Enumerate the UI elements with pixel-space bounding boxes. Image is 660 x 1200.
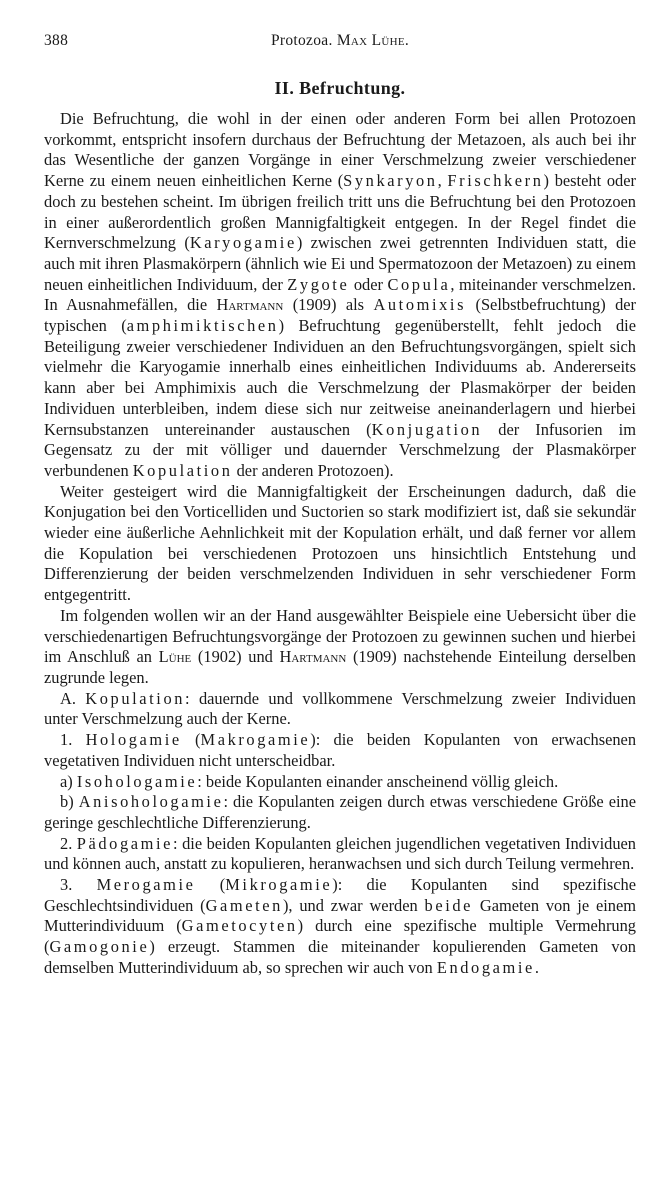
text-run: (1902) und xyxy=(191,647,280,667)
text-run: ) Befruchtung gegenüberstellt, fehlt jedoch die Beteiligung zweier verschiedener Individuen an den Befruchtungsvorgängen, spielt sich vielmehr die Karyogamie innerhalb eines einheitlichen Individuums ab. Andererseits kann aber bei Amphimixis auch die Verschmelzung der Plasmakörper der beiden Individuen unterbleiben, indem diese sich nur zeitweise aneinanderlagern und hierbei Kernsubstanzen untereinander austauschen ( xyxy=(44,316,636,439)
text-run: (1909) nachstehende Einteilung derselben zugrunde legen. xyxy=(44,647,636,687)
author-name: Hartmann xyxy=(279,647,347,667)
author-name: Lühe xyxy=(158,647,192,667)
author-name: Hartmann xyxy=(216,295,284,315)
spaced-term: Gamogonie xyxy=(49,937,150,957)
spaced-term: Pädogamie xyxy=(76,833,174,853)
text-run: Weiter gesteigert wird die Mannigfaltigkeit der Erscheinungen dadurch, daß die Konjugation bei den Vorticelliden und Suctorien so stark modifiziert ist, daß sie sekundär wieder eine äußerliche Aehnlichkeit mit der Kopulation erhält, und daß ferner vor allem die Kopulation bei verschiedenen Protozoen uns hinsichtlich Entstehung und Differenzierung der beiden verschmelzenden Individuen in sehr verschiedener Form entgegentritt. xyxy=(44,481,636,605)
spaced-term: Mikrogamie xyxy=(225,875,333,895)
running-title xyxy=(44,32,636,50)
text-run: , xyxy=(437,171,448,191)
body-text xyxy=(44,109,636,979)
spaced-term: Synkaryon xyxy=(343,171,438,191)
spaced-term: Makrogamie xyxy=(200,730,311,750)
text-run: ( xyxy=(195,875,226,895)
text-run: (1909) als xyxy=(283,295,374,315)
spaced-term: Isohologamie xyxy=(76,771,198,791)
text-run: : dauernde und vollkommene Verschmelzung zweier Individuen unter Verschmelzung auch der Kerne. xyxy=(44,688,636,729)
spaced-term: Kopulation xyxy=(132,460,233,480)
running-title-prefix: Protozoa. xyxy=(270,32,333,49)
text-run: , miteinander verschmelzen. In Ausnahmefällen, die xyxy=(44,274,636,315)
section-heading: II. Befruchtung. xyxy=(274,78,406,98)
text-run: Im folgenden wollen wir an der Hand ausgewählter Beispiele eine Uebersicht über die verschiedenartigen Befruchtungsvorgänge der Protozoen zu gewinnen suchen und hierbei im Anschluß an xyxy=(44,605,636,667)
running-head xyxy=(44,32,636,54)
text-run: Gameten von je einem Mutterindividuum ( xyxy=(44,895,636,936)
page-number: 388 xyxy=(44,32,69,49)
spaced-term: Zygote xyxy=(287,274,350,294)
text-run: oder xyxy=(349,274,388,294)
text-run: : die Kopulanten zeigen durch etwas verschiedene Größe eine geringe geschlechtliche Differenzierung. xyxy=(44,792,636,832)
text-run: 3. xyxy=(60,875,97,895)
text-run: der Infusorien im Gegensatz zu der mit völliger und dauernder Verschmelzung der Plasmakörper verbundenen xyxy=(44,419,636,480)
text-run: (Selbstbefruchtung) der typischen ( xyxy=(44,295,637,336)
text-run: ) besteht oder doch zu bestehen scheint. Im übrigen freilich tritt uns die Befruchtung bei den Protozoen in einer außerordentlich großen Mannigfaltigkeit entgegen. In der Regel findet die Kernverschmelzung ( xyxy=(44,171,636,253)
text-run: ): die Kopulanten sind spezifische Geschlechtsindividuen ( xyxy=(44,875,636,915)
spaced-term: Kopulation xyxy=(85,688,186,708)
spaced-term: Karyogamie xyxy=(189,233,297,253)
text-run: ) zwischen zwei getrennten Individuen statt, die auch mit ihren Plasmakörpern (ähnlich wie Ei und Spermatozoon der Metazoen) zu einem neuen einheitlichen Individuum, der xyxy=(44,233,636,294)
text-run: Die Befruchtung, die wohl in der einen oder anderen Form bei allen Protozoen vorkommt, entspricht insofern durchaus der Befruchtung der Metazoen, als auch bei ihr das Wesentliche der ganzen Vorgänge in einer Verschmelzung zweier verschiedener Kerne zu einem neuen einheitlichen Kerne ( xyxy=(44,109,636,191)
text-run: 1. xyxy=(60,730,86,750)
text-run: a) xyxy=(60,771,77,791)
text-run: A. xyxy=(60,688,86,708)
text-run: ( xyxy=(181,730,201,750)
paragraph xyxy=(44,109,636,482)
spaced-term: beide xyxy=(424,895,474,915)
paragraph xyxy=(44,689,636,730)
spaced-term: Endogamie xyxy=(436,957,535,977)
paragraph xyxy=(44,834,636,875)
text-run: . xyxy=(534,957,539,977)
text-run: der anderen Protozoen). xyxy=(232,460,394,480)
spaced-term: Automixis xyxy=(373,295,467,315)
spaced-term: Hologamie xyxy=(85,730,182,750)
text-run: : die beiden Kopulanten gleichen jugendlichen vegetativen Individuen und können auch, anstatt zu kopulieren, heranwachsen und sich durch Teilung vermehren. xyxy=(44,833,637,874)
spaced-term: Copula xyxy=(387,274,451,294)
spaced-term: amphimiktischen xyxy=(126,316,279,336)
running-title-author: Max Lühe. xyxy=(336,32,410,49)
paragraph xyxy=(44,772,636,793)
spaced-term: Frischkern xyxy=(447,171,544,191)
text-run: : beide Kopulanten einander anscheinend völlig gleich. xyxy=(197,771,559,791)
paragraph xyxy=(44,875,636,979)
paragraph xyxy=(44,482,636,606)
text-run: ) durch eine spezifische multiple Vermehrung ( xyxy=(44,916,636,957)
text-run: b) xyxy=(60,792,79,812)
text-run: ) erzeugt. Stammen die miteinander kopulierenden Gameten von demselben Mutterindividuum ab, so sprechen wir auch von xyxy=(44,937,636,977)
spaced-term: Gametocyten xyxy=(181,916,298,936)
text-run: ): die beiden Kopulanten von erwachsenen vegetativen Individuen nicht unterscheidbar. xyxy=(44,730,637,770)
paragraph xyxy=(44,792,636,833)
text-run: 2. xyxy=(60,833,77,853)
spaced-term: Gameten xyxy=(205,895,283,915)
spaced-term: Merogamie xyxy=(96,875,196,895)
paragraph xyxy=(44,606,636,689)
text-run: ), und zwar werden xyxy=(282,895,425,915)
spaced-term: Konjugation xyxy=(371,419,483,439)
paragraph xyxy=(44,730,636,771)
spaced-term: Anisohologamie xyxy=(78,792,224,812)
